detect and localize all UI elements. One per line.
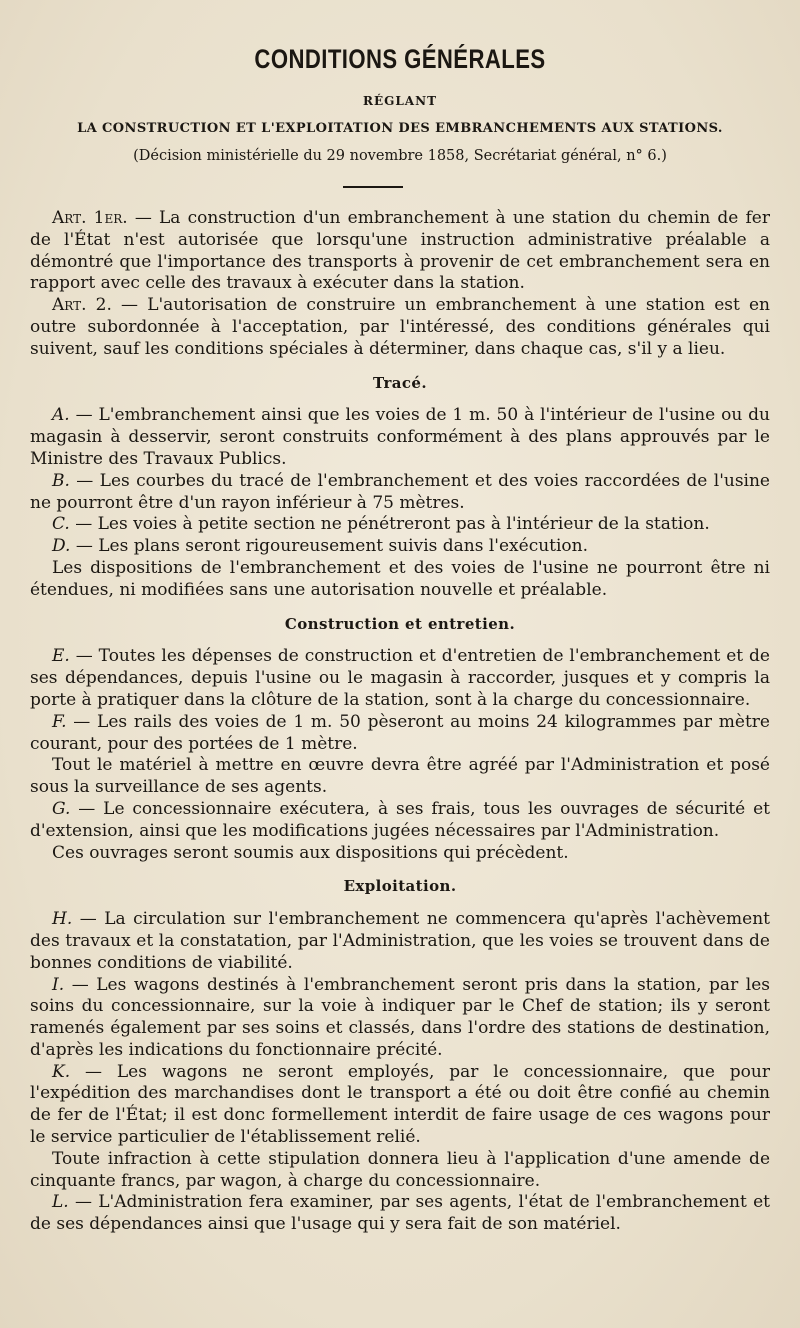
clause-e-text: — Toutes les dépenses de construction et d'entretien de l'embranchement et de ses dépendances, depuis l'usine ou le magasin à raccorder, jusques et y compris la porte à pratiquer dans la clôture de la station, sont à la charge du concessionnaire.	[30, 646, 770, 710]
section-heading-trace: Tracé.	[373, 373, 427, 392]
clause-f-text: — Les rails des voies de 1 m. 50 pèseront au moins 24 kilogrammes par mètre courant, pour des portées de 1 mètre.	[30, 711, 770, 754]
clause-f-label: F.	[52, 711, 67, 732]
clause-d-text: — Les plans seront rigoureusement suivis dans l'exécution.	[70, 536, 589, 557]
article-1	[30, 208, 770, 295]
article-2-label: Art. 2.	[52, 295, 112, 316]
clause-a-text: — L'embranchement ainsi que les voies de 1 m. 50 à l'intérieur de l'usine ou du magasin à desservir, seront construits conformément à des plans approuvés par le Ministre des Travaux Publics.	[30, 405, 770, 469]
document-subtitle: RÉGLANT	[362, 94, 437, 108]
clause-a	[30, 405, 770, 470]
clause-h	[30, 909, 770, 974]
clause-d-label: D.	[52, 536, 71, 557]
construction-paragraph-1: Tout le matériel à mettre en œuvre devra être agréé par l'Administration et posé sous la surveillance de ses agents.	[30, 755, 770, 798]
title-divider	[343, 186, 403, 188]
clause-c-text: — Les voies à petite section ne pénétreront pas à l'intérieur de la station.	[69, 514, 710, 535]
clause-d	[30, 536, 770, 558]
clause-l-text: — L'Administration fera examiner, par ses agents, l'état de l'embranchement et de ses dépendances ainsi que l'usage qui y sera fait de son matériel.	[30, 1192, 770, 1235]
clause-g	[30, 799, 770, 843]
clause-b-text: — Les courbes du tracé de l'embranchement et des voies raccordées de l'usine ne pourront être d'un rayon inférieur à 75 mètres.	[30, 470, 770, 513]
clause-k-label: K.	[52, 1061, 71, 1082]
decision-reference: (Décision ministérielle du 29 novembre 1858, Secrétariat général, n° 6.)	[133, 148, 667, 164]
construction-paragraph-2: Ces ouvrages seront soumis aux dispositions qui précèdent.	[52, 842, 569, 863]
article-1-text: — La construction d'un embranchement à une station du chemin de fer de l'État n'est autorisée que lorsqu'une instruction administrative préalable a démontré que l'importance des transports à provenir de cet embranchement sera en rapport avec celle des travaux à exécuter dans la station.	[30, 208, 770, 294]
clause-g-text: — Le concessionnaire exécutera, à ses frais, tous les ouvrages de sécurité et d'extension, ainsi que les modifications jugées nécessaires par l'Administration.	[30, 798, 770, 841]
exploitation-paragraph: Toute infraction à cette stipulation donnera lieu à l'application d'une amende de cinquante francs, par wagon, à charge du concessionnaire.	[30, 1148, 770, 1191]
clause-i-label: I.	[52, 974, 65, 995]
clause-e	[30, 646, 770, 711]
clause-k-text: — Les wagons ne seront employés, par le concessionnaire, que pour l'expédition des marchandises dont le transport a été ou doit être confié au chemin de fer de l'État; il est donc formellement interdit de faire usage de ces wagons pour le service particulier de l'établissement relié.	[30, 1061, 770, 1148]
article-2-text: — L'autorisation de construire un embranchement à une station est en outre subordonnée à l'acceptation, par l'intéressé, des conditions générales qui suivent, sauf les conditions spéciales à déterminer, dans chaque cas, s'il y a lieu.	[30, 295, 770, 359]
clause-c	[30, 514, 770, 536]
clause-b-label: B.	[52, 470, 70, 491]
clause-i	[30, 975, 770, 1062]
clause-i-text: — Les wagons destinés à l'embranchement seront pris dans la station, par les soins du concessionnaire, sur la voie à indiquer par le Chef de station; ils y seront ramenés également par ses soins et classés, dans l'ordre des stations de destination, d'après les indications du fonctionnaire précité.	[30, 974, 770, 1060]
clause-l	[30, 1192, 770, 1236]
clause-h-text: — La circulation sur l'embranchement ne commencera qu'après l'achèvement des travaux et la constatation, par l'Administration, que les voies se trouvent dans de bonnes conditions de viabilité.	[30, 909, 770, 973]
clause-f	[30, 712, 770, 756]
clause-e-label: E.	[52, 646, 70, 667]
clause-k	[30, 1062, 770, 1149]
trace-paragraph: Les dispositions de l'embranchement et des voies de l'usine ne pourront être ni étendues, ni modifiées sans une autorisation nouvelle et préalable.	[30, 557, 770, 600]
clause-l-label: L.	[52, 1192, 69, 1213]
article-1-label: Art. 1er.	[52, 208, 128, 228]
clause-h-label: H.	[52, 909, 73, 930]
section-heading-construction: Construction et entretien.	[284, 614, 516, 633]
article-2	[30, 295, 770, 360]
document-body	[30, 208, 770, 1236]
clause-c-label: C.	[52, 514, 70, 535]
document-title: CONDITIONS GÉNÉRALES	[254, 44, 546, 74]
clause-g-label: G.	[52, 798, 71, 819]
clause-b	[30, 471, 770, 515]
clause-a-label: A.	[52, 405, 70, 426]
section-heading-exploitation: Exploitation.	[343, 877, 457, 896]
document-subject: LA CONSTRUCTION ET L'EXPLOITATION DES EMBRANCHEMENTS AUX STATIONS.	[77, 121, 723, 136]
